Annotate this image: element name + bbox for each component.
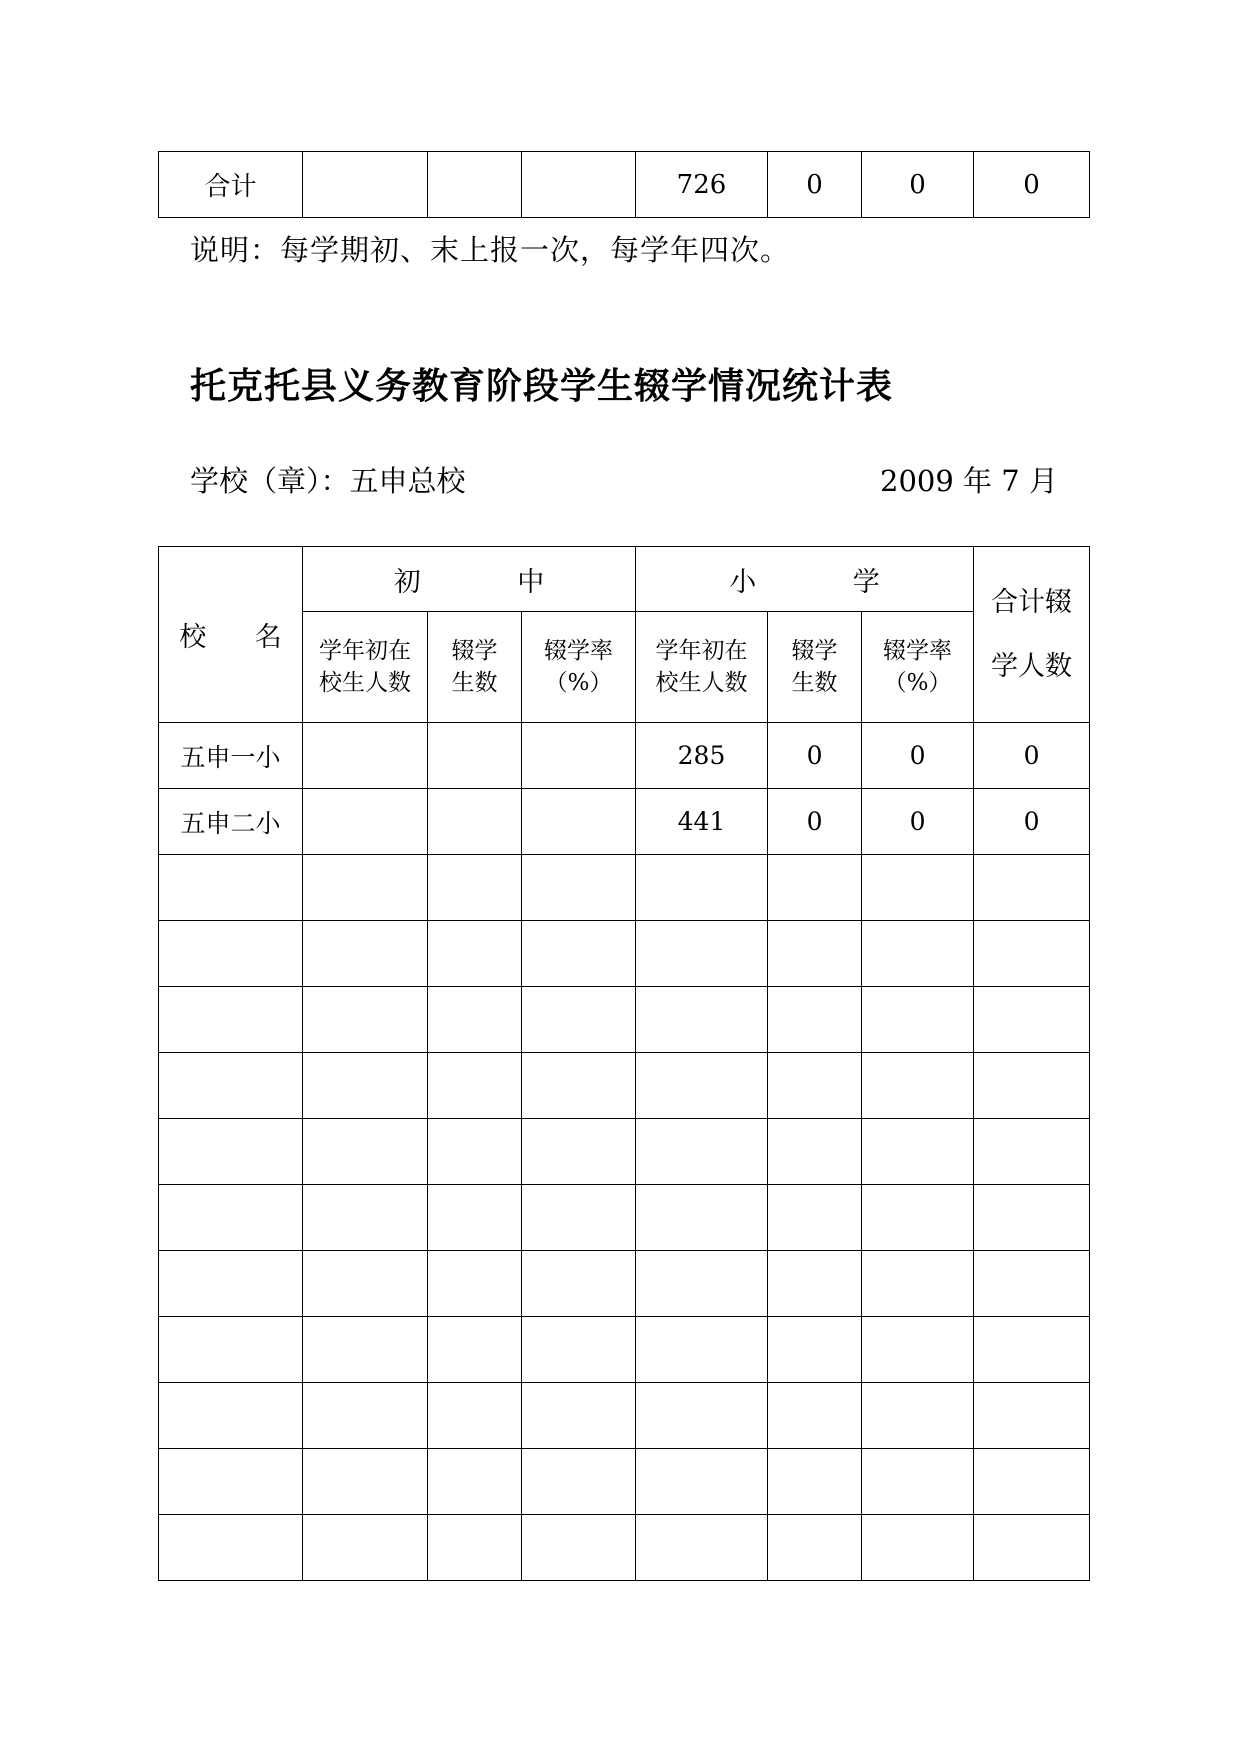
table-cell: [768, 1053, 862, 1119]
school-label: 学校（章）：五申总校: [190, 464, 466, 498]
table-cell: [303, 1515, 428, 1581]
summary-cell: 726: [636, 152, 768, 218]
table-cell: [636, 921, 768, 987]
table-cell: [636, 1317, 768, 1383]
table-cell: [522, 723, 636, 789]
table-cell: [974, 1053, 1090, 1119]
table-cell: [159, 1053, 303, 1119]
table-cell: 0: [768, 789, 862, 855]
table-cell: [522, 1383, 636, 1449]
table-cell: [159, 1185, 303, 1251]
table-cell: [303, 723, 428, 789]
page-title: 托克托县义务教育阶段学生辍学情况统计表: [190, 365, 894, 407]
table-cell: [428, 1317, 522, 1383]
table-cell: [636, 1119, 768, 1185]
table-cell: [974, 1515, 1090, 1581]
summary-table: [158, 151, 1090, 218]
table-cell: [974, 987, 1090, 1053]
table-cell: [303, 1053, 428, 1119]
table-cell: 0: [862, 789, 974, 855]
table-row: [159, 1053, 1090, 1119]
table-cell: [862, 1317, 974, 1383]
table-cell: [636, 855, 768, 921]
table-cell: 五申二小: [159, 789, 303, 855]
table-cell: [428, 1251, 522, 1317]
jh-rate-header: [522, 612, 636, 723]
table-row: [159, 1515, 1090, 1581]
table-cell: [159, 1515, 303, 1581]
table-cell: [974, 1185, 1090, 1251]
pr-rate-label: 辍学率（%）: [883, 638, 953, 696]
table-cell: [862, 1383, 974, 1449]
summary-cell: 0: [768, 152, 862, 218]
table-cell: [303, 1185, 428, 1251]
table-row: [159, 921, 1090, 987]
school-name-header: 校 名: [159, 547, 303, 723]
report-date: 2009 年 7 月: [880, 464, 1058, 498]
table-cell: 285: [636, 723, 768, 789]
table-cell: [768, 1383, 862, 1449]
table-cell: [974, 855, 1090, 921]
table-cell: [862, 921, 974, 987]
table-cell: [428, 855, 522, 921]
pr-rate-header: [862, 612, 974, 723]
table-cell: [636, 1251, 768, 1317]
table-cell: [768, 921, 862, 987]
total-dropouts-header: [974, 547, 1090, 723]
table-cell: [636, 1053, 768, 1119]
table-cell: [636, 987, 768, 1053]
table-cell: [159, 1383, 303, 1449]
table-cell: [974, 1119, 1090, 1185]
table-cell: [159, 1317, 303, 1383]
table-row: [159, 987, 1090, 1053]
table-cell: [159, 1119, 303, 1185]
table-cell: 0: [974, 723, 1090, 789]
note-text: 说明：每学期初、末上报一次，每学年四次。: [190, 233, 791, 267]
table-cell: [303, 1383, 428, 1449]
table-row: [159, 1317, 1090, 1383]
table-cell: [428, 1053, 522, 1119]
summary-cell: 0: [862, 152, 974, 218]
table-cell: [428, 1383, 522, 1449]
table-cell: [862, 1185, 974, 1251]
table-cell: [768, 1251, 862, 1317]
table-cell: [428, 1185, 522, 1251]
table-row: [159, 789, 1090, 855]
pr-enrolled-header: [636, 612, 768, 723]
summary-cell: [303, 152, 428, 218]
summary-cell: 合计: [159, 152, 303, 218]
table-cell: [522, 1119, 636, 1185]
table-cell: [522, 855, 636, 921]
header-row-1: [159, 547, 1090, 612]
table-cell: [974, 1383, 1090, 1449]
table-cell: [522, 921, 636, 987]
table-cell: [974, 921, 1090, 987]
table-cell: [862, 1119, 974, 1185]
table-row: [159, 1185, 1090, 1251]
jh-dropouts-header: [428, 612, 522, 723]
table-cell: 0: [974, 789, 1090, 855]
table-cell: [303, 1119, 428, 1185]
table-cell: [636, 1449, 768, 1515]
table-cell: [768, 1515, 862, 1581]
table-cell: [428, 1515, 522, 1581]
table-cell: [522, 1449, 636, 1515]
table-cell: [428, 723, 522, 789]
table-cell: [428, 987, 522, 1053]
table-row: [159, 1119, 1090, 1185]
table-cell: [522, 789, 636, 855]
table-cell: [768, 1449, 862, 1515]
table-cell: [522, 1317, 636, 1383]
summary-row: [159, 152, 1090, 218]
pr-enrolled-label: 学年初在校生人数: [655, 638, 748, 696]
table-body: [159, 723, 1090, 1581]
table-cell: [428, 789, 522, 855]
jh-enrolled-label: 学年初在校生人数: [319, 638, 411, 696]
table-cell: [768, 1317, 862, 1383]
summary-cell: [522, 152, 636, 218]
table-cell: [522, 987, 636, 1053]
table-cell: [636, 1383, 768, 1449]
table-cell: [862, 1515, 974, 1581]
table-cell: [303, 1251, 428, 1317]
table-cell: [768, 1185, 862, 1251]
table-row: [159, 1383, 1090, 1449]
table-cell: [428, 921, 522, 987]
table-cell: [862, 1449, 974, 1515]
table-cell: [636, 1515, 768, 1581]
table-cell: [768, 855, 862, 921]
table-cell: [862, 1251, 974, 1317]
table-cell: [522, 1251, 636, 1317]
table-cell: [303, 921, 428, 987]
table-cell: [768, 1119, 862, 1185]
jh-rate-label: 辍学率（%）: [544, 638, 613, 696]
table-cell: [522, 1053, 636, 1119]
table-cell: 0: [862, 723, 974, 789]
table-cell: [768, 987, 862, 1053]
table-row: [159, 855, 1090, 921]
primary-header: 小 学: [636, 547, 974, 612]
table-cell: [428, 1449, 522, 1515]
table-cell: 0: [768, 723, 862, 789]
table-cell: [159, 855, 303, 921]
table-cell: [159, 921, 303, 987]
summary-cell: [428, 152, 522, 218]
summary-cell: 0: [974, 152, 1090, 218]
jh-dropouts-label: 辍学生数: [451, 638, 498, 696]
dropout-statistics-table: [158, 546, 1090, 1581]
table-cell: [303, 855, 428, 921]
table-cell: [303, 987, 428, 1053]
table-cell: [159, 1449, 303, 1515]
pr-dropouts-label: 辍学生数: [791, 638, 838, 696]
table-cell: [862, 987, 974, 1053]
table-cell: [636, 1185, 768, 1251]
junior-high-header: 初 中: [303, 547, 636, 612]
table-cell: [974, 1449, 1090, 1515]
table-cell: [159, 987, 303, 1053]
table-cell: 441: [636, 789, 768, 855]
table-cell: [522, 1515, 636, 1581]
table-cell: [862, 855, 974, 921]
table-cell: [159, 1251, 303, 1317]
table-cell: [974, 1251, 1090, 1317]
table-row: [159, 1449, 1090, 1515]
table-cell: [974, 1317, 1090, 1383]
table-row: [159, 723, 1090, 789]
table-row: [159, 1251, 1090, 1317]
jh-enrolled-header: [303, 612, 428, 723]
total-dropouts-label: 合计辍学人数: [991, 586, 1073, 682]
table-cell: [303, 1449, 428, 1515]
table-cell: 五申一小: [159, 723, 303, 789]
table-cell: [862, 1053, 974, 1119]
table-cell: [428, 1119, 522, 1185]
pr-dropouts-header: [768, 612, 862, 723]
table-cell: [522, 1185, 636, 1251]
table-cell: [303, 1317, 428, 1383]
table-cell: [303, 789, 428, 855]
